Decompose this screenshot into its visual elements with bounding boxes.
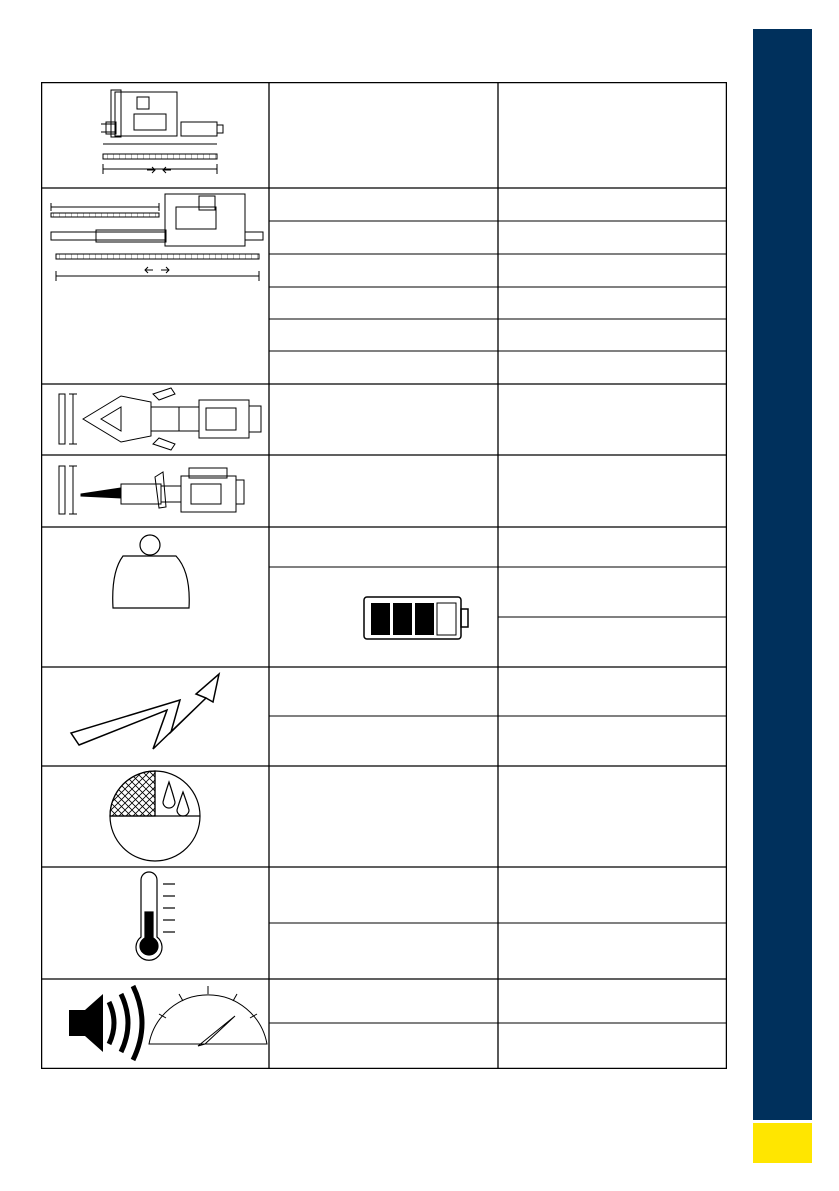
ip-protection-icon <box>110 771 200 861</box>
speedometer-icon <box>149 986 267 1046</box>
power-arrow-icon <box>71 674 219 749</box>
extended-tool-dimension-icon <box>51 194 263 281</box>
weight-icon <box>113 535 190 608</box>
sidebar-tab-marker <box>753 1123 812 1163</box>
cutter-height-icon <box>59 466 244 514</box>
thermometer-icon <box>136 872 175 960</box>
battery-icon <box>364 597 468 639</box>
spreader-width-icon <box>59 388 261 450</box>
closed-tool-dimension-icon <box>101 90 223 174</box>
row-separators <box>41 188 727 979</box>
specification-table <box>41 82 727 1069</box>
sound-level-icon <box>69 986 142 1060</box>
sidebar-band <box>753 29 812 1120</box>
